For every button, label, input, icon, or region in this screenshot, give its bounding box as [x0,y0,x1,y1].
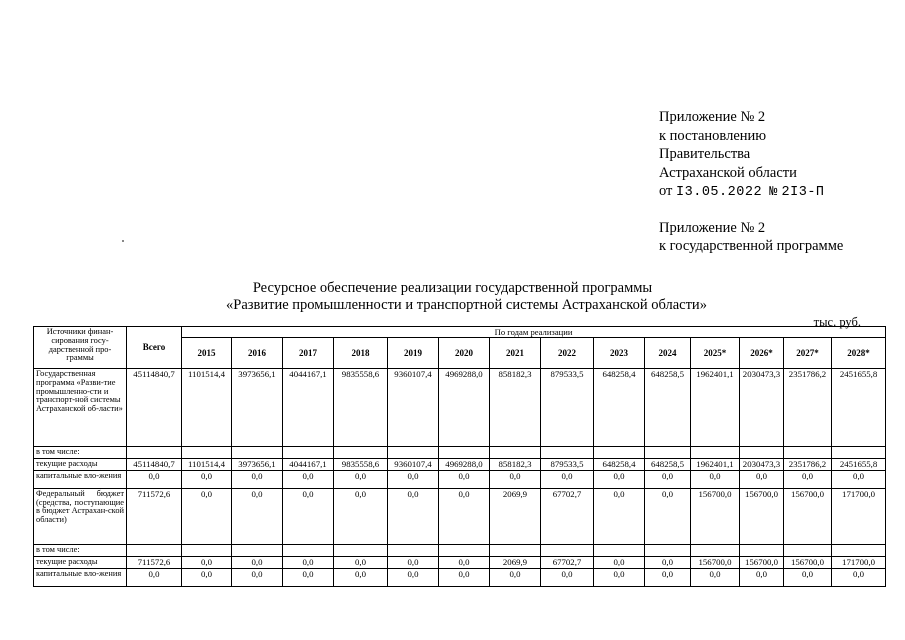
year-value-cell [541,447,594,459]
year-header: 2027* [784,338,832,369]
year-value-cell: 0,0 [439,568,490,586]
units-label: тыс. руб. [813,315,861,329]
year-value-cell [490,544,541,556]
year-value-cell: 0,0 [388,556,439,568]
total-cell: 45114840,7 [127,369,182,447]
year-value-cell: 67702,7 [541,556,594,568]
year-value-cell [691,447,740,459]
total-cell: 45114840,7 [127,459,182,471]
year-value-cell [334,447,388,459]
year-value-cell: 879533,5 [541,369,594,447]
number-prefix: № [769,185,778,200]
year-header: 2019 [388,338,439,369]
row-label: в том числе: [34,447,127,459]
year-value-cell [283,544,334,556]
year-value-cell: 858182,3 [490,459,541,471]
year-value-cell: 0,0 [334,470,388,488]
total-header: Всего [127,327,182,369]
year-value-cell [283,447,334,459]
appendix-line-1: Приложение № 2 [659,109,766,125]
year-value-cell: 0,0 [832,470,886,488]
year-value-cell: 0,0 [490,568,541,586]
title-line-1: Ресурсное обеспечение реализации государственной программы [252,280,653,296]
year-value-cell: 0,0 [740,470,784,488]
year-value-cell: 4044167,1 [283,459,334,471]
year-value-cell: 0,0 [645,470,691,488]
year-value-cell: 2451655,8 [832,369,886,447]
total-cell: 711572,6 [127,488,182,544]
year-value-cell: 156700,0 [740,556,784,568]
year-value-cell: 648258,4 [594,369,645,447]
row-label: капитальные вло-жения [34,470,127,488]
appendix-line-3: Правительства [659,146,751,162]
year-value-cell: 156700,0 [691,488,740,544]
decree-date-line [659,182,843,203]
year-value-cell [182,447,232,459]
year-value-cell: 1962401,1 [691,369,740,447]
row-label: в том числе: [34,544,127,556]
row-label: капитальные вло-жения [34,568,127,586]
year-value-cell: 2451655,8 [832,459,886,471]
program-appendix-line-2: к государственной программе [659,238,844,254]
year-value-cell: 648258,4 [594,459,645,471]
source-header: Источники финан-сирования госу-дарственной про-граммы [34,327,127,369]
year-value-cell: 0,0 [232,470,283,488]
year-value-cell [594,544,645,556]
year-value-cell: 2069,9 [490,556,541,568]
year-value-cell [832,544,886,556]
year-header: 2015 [182,338,232,369]
scan-speck [122,240,124,242]
year-value-cell: 4969288,0 [439,369,490,447]
year-value-cell: 0,0 [182,470,232,488]
year-value-cell: 171700,0 [832,556,886,568]
program-appendix-line-1: Приложение № 2 [659,219,766,236]
year-value-cell: 2351786,2 [784,459,832,471]
year-value-cell: 879533,5 [541,459,594,471]
year-value-cell: 0,0 [439,556,490,568]
title-line-2: «Развитие промышленности и транспортной системы Астраханской области» [226,297,707,313]
year-value-cell: 0,0 [784,568,832,586]
year-header: 2025* [691,338,740,369]
year-value-cell: 0,0 [784,470,832,488]
year-value-cell [388,447,439,459]
year-value-cell: 1101514,4 [182,459,232,471]
year-value-cell [490,447,541,459]
year-value-cell: 0,0 [182,556,232,568]
table-row [34,488,886,544]
table-row [34,556,886,568]
table-row [34,568,886,586]
year-value-cell: 0,0 [283,470,334,488]
year-value-cell [334,544,388,556]
year-value-cell: 0,0 [334,556,388,568]
year-value-cell [740,447,784,459]
table-row [34,369,886,447]
document-title [0,280,905,314]
year-value-cell: 0,0 [740,568,784,586]
table-row [34,470,886,488]
row-label: текущие расходы [34,556,127,568]
year-value-cell: 0,0 [388,470,439,488]
year-value-cell [439,447,490,459]
year-value-cell: 0,0 [541,470,594,488]
year-value-cell: 858182,3 [490,369,541,447]
year-header: 2016 [232,338,283,369]
year-header: 2028* [832,338,886,369]
year-value-cell: 0,0 [832,568,886,586]
table-row [34,459,886,471]
year-header: 2022 [541,338,594,369]
year-value-cell: 0,0 [594,556,645,568]
year-value-cell: 3973656,1 [232,459,283,471]
year-value-cell [594,447,645,459]
year-value-cell [740,544,784,556]
year-value-cell: 0,0 [232,556,283,568]
year-value-cell: 9835558,6 [334,459,388,471]
year-value-cell [541,544,594,556]
year-header: 2017 [283,338,334,369]
year-value-cell: 0,0 [388,488,439,544]
year-value-cell: 4044167,1 [283,369,334,447]
year-value-cell: 2351786,2 [784,369,832,447]
year-value-cell: 0,0 [490,470,541,488]
year-value-cell [232,447,283,459]
year-value-cell: 0,0 [691,568,740,586]
year-value-cell: 648258,5 [645,459,691,471]
year-header: 2018 [334,338,388,369]
table-body [34,369,886,587]
year-value-cell: 1962401,1 [691,459,740,471]
year-header: 2026* [740,338,784,369]
year-value-cell [645,447,691,459]
year-value-cell: 0,0 [232,568,283,586]
appendix-line-2: к постановлению [659,127,767,144]
year-value-cell: 4969288,0 [439,459,490,471]
year-value-cell [784,447,832,459]
period-header: По годам реализации [182,327,886,338]
year-header: 2021 [490,338,541,369]
year-value-cell: 3973656,1 [232,369,283,447]
year-value-cell: 0,0 [541,568,594,586]
year-value-cell: 2030473,3 [740,459,784,471]
year-value-cell: 0,0 [594,488,645,544]
row-label: текущие расходы [34,459,127,471]
row-label: Федеральный бюджет (средства, поступающие в бюджет Астрахан-ской области) [34,488,127,544]
subheader-row [34,447,886,459]
year-value-cell: 9835558,6 [334,369,388,447]
year-value-cell: 0,0 [439,488,490,544]
decree-date: I3.05.2022 [676,185,763,200]
year-value-cell [388,544,439,556]
year-value-cell: 2030473,3 [740,369,784,447]
year-value-cell: 0,0 [283,488,334,544]
year-value-cell: 156700,0 [784,488,832,544]
row-label: Государственная программа «Разви-тие промышленно-сти и транспорт-ной системы Астраханской об-ласти» [34,369,127,447]
year-value-cell: 0,0 [645,488,691,544]
year-value-cell [232,544,283,556]
year-header: 2020 [439,338,490,369]
year-value-cell: 0,0 [388,568,439,586]
year-value-cell [182,544,232,556]
resource-table [33,326,886,587]
total-cell: 711572,6 [127,556,182,568]
total-cell: 0,0 [127,470,182,488]
year-value-cell: 0,0 [645,568,691,586]
year-value-cell: 0,0 [594,470,645,488]
total-cell: 0,0 [127,568,182,586]
year-value-cell: 9360107,4 [388,459,439,471]
year-value-cell [832,447,886,459]
appendix-block [659,108,843,256]
total-cell [127,447,182,459]
year-value-cell: 9360107,4 [388,369,439,447]
year-value-cell: 0,0 [594,568,645,586]
year-header: 2024 [645,338,691,369]
year-value-cell: 156700,0 [740,488,784,544]
year-value-cell: 2069,9 [490,488,541,544]
year-value-cell: 0,0 [283,556,334,568]
year-value-cell: 648258,5 [645,369,691,447]
year-value-cell: 171700,0 [832,488,886,544]
date-prefix: от [659,183,673,199]
year-value-cell: 0,0 [439,470,490,488]
year-header: 2023 [594,338,645,369]
subheader-row [34,544,886,556]
year-value-cell: 0,0 [182,488,232,544]
appendix-line-4: Астраханской области [659,164,797,181]
year-value-cell: 0,0 [334,488,388,544]
year-value-cell: 156700,0 [784,556,832,568]
year-value-cell: 0,0 [283,568,334,586]
year-value-cell: 0,0 [232,488,283,544]
year-value-cell: 0,0 [182,568,232,586]
total-cell [127,544,182,556]
year-value-cell [784,544,832,556]
year-value-cell: 67702,7 [541,488,594,544]
year-value-cell: 1101514,4 [182,369,232,447]
year-value-cell: 156700,0 [691,556,740,568]
year-value-cell [691,544,740,556]
year-value-cell: 0,0 [645,556,691,568]
decree-number: 2I3-П [781,185,825,200]
year-value-cell: 0,0 [691,470,740,488]
year-value-cell [439,544,490,556]
year-value-cell [645,544,691,556]
year-value-cell: 0,0 [334,568,388,586]
